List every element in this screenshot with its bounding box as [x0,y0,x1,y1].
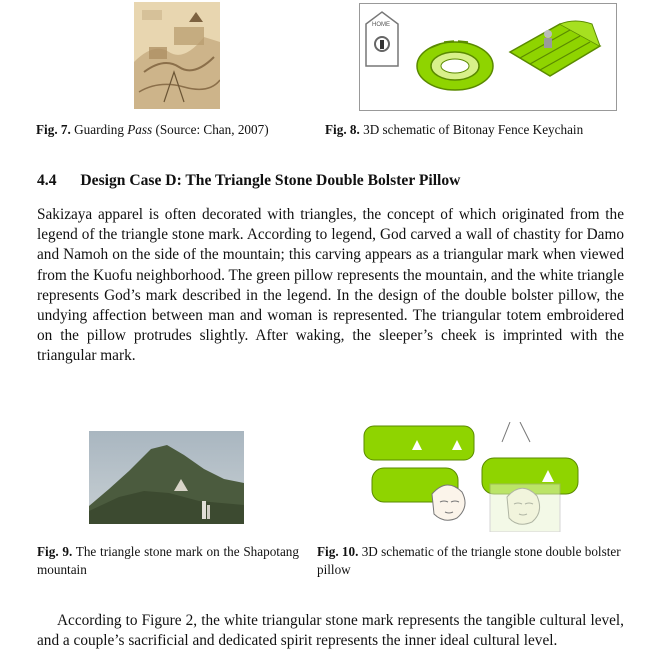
fig10-image [352,422,597,532]
fig8-caption: Fig. 8. 3D schematic of Bitonay Fence Keychain [325,122,584,137]
fig7-caption: Fig. 7. Guarding Pass (Source: Chan, 2007) [36,122,269,137]
fig9-label: Fig. 9. [37,544,73,559]
fig10-label: Fig. 10. [317,544,359,559]
fig7-label: Fig. 7. [36,122,71,137]
paragraph-2: According to Figure 2, the white triangular stone mark represents the tangible cultural level, and a couple’s sacrificial and dedicated spirit represents the inner ideal cultural level. [37,612,624,650]
fig8-label: Fig. 8. [325,122,360,137]
fig9-image [89,431,244,524]
paragraph-1: Sakizaya apparel is often decorated with triangles, the concept of which originated from the legend of the triangle stone mark. According to legend, God carved a wall of chastity for Damo and Namoh on the side of the mountain; this carving appears as a triangular mark when viewed from the Kuofu neighborhood. The green pillow represents the mountain, and the white triangle represents God’s mark described in the legend. In the design of the double bolster pillow, the undying affection between man and woman is represented. The triangular totem embroidered on the pillow protrudes slightly. After waking, the sleeper’s cheek is imprinted with the triangular mark. [37,206,624,365]
section-title: Design Case D: The Triangle Stone Double Bolster Pillow [80,172,461,189]
fig8-home-label: HOME [372,22,390,28]
section-heading [37,172,460,190]
keychain-roll [417,41,493,90]
fig8-image [359,3,617,111]
fig9-caption: Fig. 9. The triangle stone mark on the Shapotang mountain [37,544,299,577]
section-number: 4.4 [37,172,57,189]
fig7-image [134,2,220,109]
keychain-flat [510,21,600,76]
fig10-caption: Fig. 10. 3D schematic of the triangle stone double bolster pillow [317,544,621,577]
